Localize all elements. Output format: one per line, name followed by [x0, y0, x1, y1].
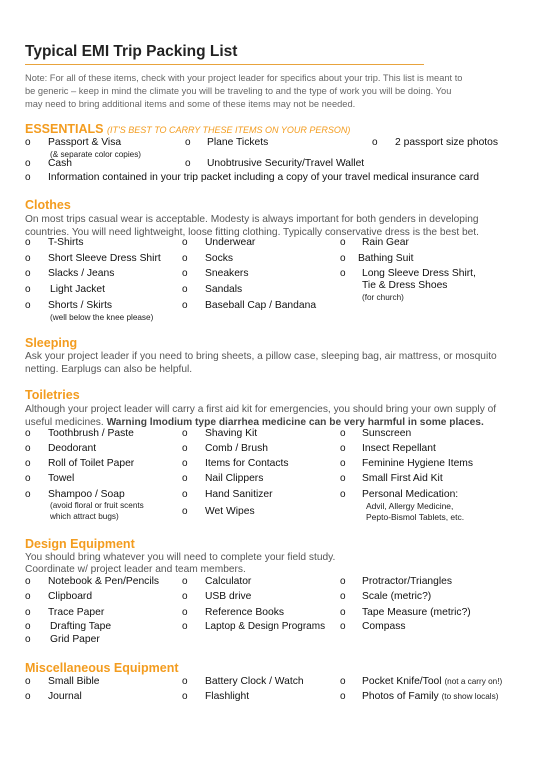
- list-item: Long Sleeve Dress Shirt,: [362, 268, 476, 279]
- list-item: Clipboard: [48, 591, 93, 602]
- bullet-icon: o: [340, 676, 346, 687]
- list-item: 2 passport size photos: [395, 137, 499, 148]
- misc-heading: Miscellaneous Equipment: [25, 661, 179, 675]
- toiletries-heading: Toiletries: [25, 388, 80, 402]
- bullet-icon: o: [25, 676, 31, 687]
- bullet-icon: o: [25, 300, 31, 311]
- bullet-icon: o: [25, 621, 31, 632]
- toiletries-description: [25, 403, 525, 429]
- page-title: Typical EMI Trip Packing List: [25, 43, 238, 60]
- bullet-icon: o: [340, 691, 346, 702]
- list-item: Sneakers: [205, 268, 249, 279]
- list-item: Toothbrush / Paste: [48, 428, 134, 439]
- bullet-icon: o: [25, 691, 31, 702]
- list-item: Sunscreen: [362, 428, 412, 439]
- item-note: (to show locals): [441, 692, 499, 701]
- list-item: Towel: [48, 473, 75, 484]
- item-note: (not a carry on!): [444, 677, 503, 686]
- misc-item-text: Pocket Knife/Tool: [362, 676, 442, 687]
- list-item: Items for Contacts: [205, 458, 289, 469]
- list-item: Journal: [48, 691, 82, 702]
- bullet-icon: o: [25, 237, 31, 248]
- list-item: Personal Medication:: [362, 489, 459, 500]
- list-item: Light Jacket: [50, 284, 105, 295]
- list-item: Flashlight: [205, 691, 250, 702]
- bullet-icon: o: [340, 458, 346, 469]
- bullet-icon: o: [340, 591, 346, 602]
- item-note: which attract bugs): [50, 512, 119, 521]
- bullet-icon: o: [340, 621, 346, 632]
- item-note: Advil, Allergy Medicine,: [366, 501, 454, 511]
- bullet-icon: o: [25, 458, 31, 469]
- list-item: Protractor/Triangles: [362, 576, 453, 587]
- bullet-icon: o: [25, 137, 31, 148]
- essentials-title: ESSENTIALS: [25, 122, 104, 136]
- list-item: Slacks / Jeans: [48, 268, 115, 279]
- list-item: Comb / Brush: [205, 443, 268, 454]
- list-item: Small First Aid Kit: [362, 473, 443, 484]
- bullet-icon: o: [185, 158, 191, 169]
- bullet-icon: o: [182, 676, 188, 687]
- item-note: (well below the knee please): [50, 313, 154, 322]
- bullet-icon: o: [182, 300, 188, 311]
- list-item: Cash: [48, 158, 73, 169]
- title-divider: [25, 64, 424, 65]
- list-item: Battery Clock / Watch: [205, 676, 304, 687]
- list-item: USB drive: [205, 591, 252, 602]
- list-item: Grid Paper: [50, 634, 100, 645]
- sleeping-heading: Sleeping: [25, 336, 78, 350]
- list-item: Rain Gear: [362, 237, 409, 248]
- list-item: [362, 676, 502, 687]
- list-item: Baseball Cap / Bandana: [205, 300, 317, 311]
- bullet-icon: o: [25, 443, 31, 454]
- bullet-icon: o: [25, 428, 31, 439]
- essentials-subheading: (IT'S BEST TO CARRY THESE ITEMS ON YOUR PERSON): [106, 125, 351, 135]
- bullet-icon: o: [182, 591, 188, 602]
- bullet-icon: o: [340, 253, 346, 264]
- list-item: Sandals: [205, 284, 243, 295]
- list-item: Feminine Hygiene Items: [362, 458, 474, 469]
- list-item: Laptop & Design Programs: [205, 621, 326, 632]
- list-item: Drafting Tape: [50, 621, 112, 632]
- list-item: Insect Repellant: [362, 443, 436, 454]
- list-item: Notebook & Pen/Pencils: [48, 576, 160, 587]
- item-note: (for church): [362, 293, 404, 302]
- bullet-icon: o: [25, 473, 31, 484]
- bullet-icon: o: [340, 473, 346, 484]
- bullet-icon: o: [25, 576, 31, 587]
- clothes-description: On most trips casual wear is acceptable. Modesty is always important for both genders in developing countries. You will need lightweight, loose fitting clothing. Typically conservative dress is the best bet.: [25, 214, 479, 238]
- list-item: T-Shirts: [48, 237, 84, 248]
- item-note: (avoid floral or fruit scents: [50, 501, 144, 510]
- bullet-icon: o: [182, 237, 188, 248]
- misc-item-text: Photos of Family: [362, 691, 439, 702]
- clothes-heading: Clothes: [25, 198, 71, 212]
- bullet-icon: o: [340, 237, 346, 248]
- design-heading: Design Equipment: [25, 537, 135, 551]
- bullet-icon: o: [25, 607, 31, 618]
- bullet-icon: o: [182, 253, 188, 264]
- bullet-icon: o: [340, 443, 346, 454]
- list-item: Hand Sanitizer: [205, 489, 273, 500]
- bullet-icon: o: [182, 506, 188, 517]
- list-item-continued: Tie & Dress Shoes: [362, 280, 448, 291]
- list-item: Small Bible: [48, 676, 100, 687]
- bullet-icon: o: [182, 607, 188, 618]
- list-item: Shampoo / Soap: [48, 489, 125, 500]
- item-note: (& separate color copies): [50, 150, 142, 159]
- bullet-icon: o: [25, 634, 31, 645]
- bullet-icon: o: [340, 268, 346, 279]
- bullet-icon: o: [185, 137, 191, 148]
- design-description-1: You should bring whatever you will need to complete your field study.: [25, 552, 336, 563]
- list-item: Shorts / Skirts: [48, 300, 113, 311]
- list-item: Information contained in your trip packet including a copy of your travel medical insurance card: [48, 172, 479, 183]
- list-item: Reference Books: [205, 607, 284, 618]
- list-item: Compass: [362, 621, 406, 632]
- list-item: Socks: [205, 253, 234, 264]
- toiletries-warning: Warning lmodium type diarrhea medicine can be very harmful in some places.: [106, 417, 484, 428]
- bullet-icon: o: [182, 268, 188, 279]
- bullet-icon: o: [25, 253, 31, 264]
- list-item: Underwear: [205, 237, 256, 248]
- list-item: Scale (metric?): [362, 591, 432, 602]
- bullet-icon: o: [182, 621, 188, 632]
- bullet-icon: o: [25, 172, 31, 183]
- list-item: Short Sleeve Dress Shirt: [48, 253, 161, 264]
- bullet-icon: o: [25, 591, 31, 602]
- list-item: Wet Wipes: [205, 506, 255, 517]
- bullet-icon: o: [182, 458, 188, 469]
- list-item: Nail Clippers: [205, 473, 264, 484]
- list-item: Bathing Suit: [358, 253, 414, 264]
- bullet-icon: o: [25, 489, 31, 500]
- essentials-heading: [25, 122, 350, 136]
- bullet-icon: o: [25, 284, 31, 295]
- sleeping-description: Ask your project leader if you need to bring sheets, a pillow case, sleeping bag, air mattress, or mosquito netting. Earplugs can also be helpful.: [25, 351, 497, 375]
- bullet-icon: o: [182, 284, 188, 295]
- bullet-icon: o: [25, 158, 31, 169]
- list-item: [362, 691, 498, 702]
- list-item: Plane Tickets: [207, 137, 269, 148]
- bullet-icon: o: [340, 607, 346, 618]
- list-item: Calculator: [205, 576, 252, 587]
- list-item: Unobtrusive Security/Travel Wallet: [207, 158, 365, 169]
- list-item: Passport & Visa: [48, 137, 122, 148]
- bullet-icon: o: [182, 443, 188, 454]
- bullet-icon: o: [340, 428, 346, 439]
- bullet-icon: o: [340, 489, 346, 500]
- item-note: Pepto-Bismol Tablets, etc.: [366, 512, 465, 522]
- bullet-icon: o: [182, 576, 188, 587]
- bullet-icon: o: [182, 691, 188, 702]
- bullet-icon: o: [372, 137, 378, 148]
- list-item: Shaving Kit: [205, 428, 258, 439]
- bullet-icon: o: [25, 268, 31, 279]
- bullet-icon: o: [182, 473, 188, 484]
- toiletries-desc-text: Although your project leader will carry a first aid kit for emergencies, you should bring your own supply of useful medicines.: [25, 404, 497, 428]
- list-item: Roll of Toilet Paper: [48, 458, 135, 469]
- bullet-icon: o: [340, 576, 346, 587]
- design-description-2: Coordinate w/ project leader and team members.: [25, 564, 246, 575]
- bullet-icon: o: [182, 489, 188, 500]
- list-item: Trace Paper: [48, 607, 105, 618]
- list-item: Deodorant: [48, 443, 97, 454]
- list-item: Tape Measure (metric?): [362, 607, 471, 618]
- bullet-icon: o: [182, 428, 188, 439]
- intro-note: Note: For all of these items, check with your project leader for specifics about your trip. This list is meant to be generic – keep in mind the climate you will be traveling to and the type of work you will be doing. You may need to bring additional items and some of these items may not be needed.: [25, 73, 463, 109]
